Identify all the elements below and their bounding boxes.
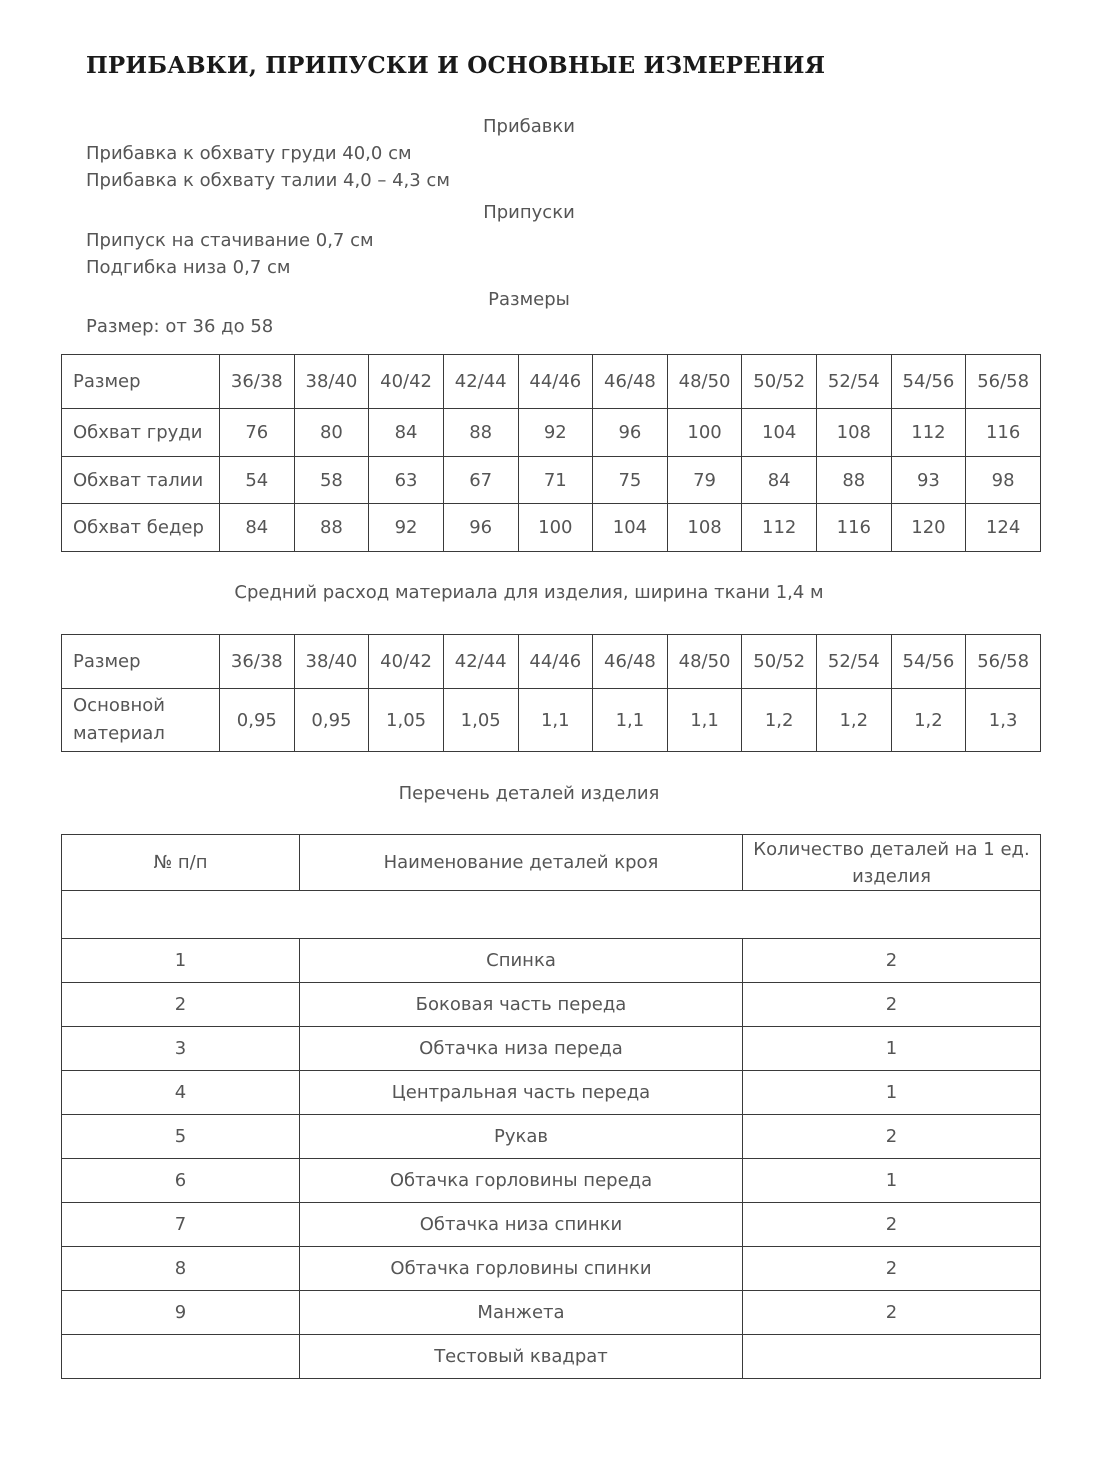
row-name: Боковая часть переда: [300, 983, 743, 1027]
size-header-cell: 36/38: [220, 355, 295, 409]
row-label: Обхват бедер: [62, 504, 220, 552]
row-name: Манжета: [300, 1291, 743, 1335]
row-name: Обтачка горловины переда: [300, 1159, 743, 1203]
row-qty: 1: [743, 1027, 1041, 1071]
allowances-heading: Прибавки: [483, 116, 575, 137]
table-row: [62, 1291, 1041, 1335]
table-row: [62, 1159, 1041, 1203]
column-header-qty-line: изделия: [852, 865, 931, 887]
parts-header-row: [62, 835, 1041, 891]
value-cell: 98: [966, 457, 1041, 504]
value-cell: 88: [443, 409, 518, 457]
size-header-cell: 42/44: [443, 635, 518, 689]
value-cell: 100: [518, 504, 593, 552]
row-qty: 1: [743, 1159, 1041, 1203]
row-num: [62, 1335, 300, 1379]
value-cell: 120: [891, 504, 966, 552]
value-cell: 88: [294, 504, 369, 552]
value-cell: 1,05: [443, 689, 518, 752]
size-header-label: Размер: [62, 355, 220, 409]
size-header-cell: 40/42: [369, 355, 444, 409]
value-cell: 1,1: [593, 689, 668, 752]
sizes-heading: Размеры: [488, 289, 570, 310]
value-cell: 96: [593, 409, 668, 457]
value-cell: 104: [742, 409, 817, 457]
value-cell: 124: [966, 504, 1041, 552]
size-header-cell: 38/40: [294, 635, 369, 689]
consumption-heading: Средний расход материала для изделия, ширина ткани 1,4 м: [234, 582, 824, 603]
main-material-row: [62, 689, 1041, 752]
table-row: [62, 1247, 1041, 1291]
size-header-cell: 36/38: [220, 635, 295, 689]
value-cell: 108: [667, 504, 742, 552]
row-qty: 2: [743, 983, 1041, 1027]
table-row: [62, 983, 1041, 1027]
row-qty: 2: [743, 939, 1041, 983]
value-cell: 80: [294, 409, 369, 457]
column-header-qty: [743, 835, 1041, 891]
value-cell: 112: [891, 409, 966, 457]
size-header-cell: 56/58: [966, 635, 1041, 689]
row-qty: 1: [743, 1071, 1041, 1115]
value-cell: 58: [294, 457, 369, 504]
table-row: [62, 939, 1041, 983]
size-header-cell: 52/54: [817, 355, 892, 409]
value-cell: 84: [742, 457, 817, 504]
value-cell: 67: [443, 457, 518, 504]
row-num: 6: [62, 1159, 300, 1203]
row-num: 1: [62, 939, 300, 983]
value-cell: 54: [220, 457, 295, 504]
column-header-qty-line: Количество деталей на 1 ед.: [753, 838, 1030, 860]
allowance-line: Прибавка к обхвату груди 40,0 см: [86, 143, 412, 164]
size-range-line: Размер: от 36 до 58: [86, 316, 274, 337]
size-header-cell: 48/50: [667, 635, 742, 689]
measurements-header-row: [62, 355, 1041, 409]
value-cell: 93: [891, 457, 966, 504]
row-label-line: Основной: [73, 695, 165, 716]
table-row: [62, 1203, 1041, 1247]
size-header-cell: 52/54: [817, 635, 892, 689]
seam-allowance-line: Припуск на стачивание 0,7 см: [86, 230, 374, 251]
table-row: [62, 1335, 1041, 1379]
size-header-cell: 50/52: [742, 635, 817, 689]
row-name: Центральная часть переда: [300, 1071, 743, 1115]
row-label: Обхват груди: [62, 409, 220, 457]
chest-row: [62, 409, 1041, 457]
row-num: 3: [62, 1027, 300, 1071]
size-header-cell: 46/48: [593, 355, 668, 409]
size-header-cell: 44/46: [518, 355, 593, 409]
hips-row: [62, 504, 1041, 552]
consumption-header-row: [62, 635, 1041, 689]
value-cell: 84: [220, 504, 295, 552]
row-qty: [743, 1335, 1041, 1379]
value-cell: 71: [518, 457, 593, 504]
empty-row: [62, 891, 1041, 939]
allowance-line: Прибавка к обхвату талии 4,0 – 4,3 см: [86, 170, 450, 191]
value-cell: 104: [593, 504, 668, 552]
table-row: [62, 1115, 1041, 1159]
value-cell: 0,95: [220, 689, 295, 752]
row-qty: 2: [743, 1115, 1041, 1159]
value-cell: 88: [817, 457, 892, 504]
value-cell: 76: [220, 409, 295, 457]
row-num: 8: [62, 1247, 300, 1291]
value-cell: 1,3: [966, 689, 1041, 752]
value-cell: 100: [667, 409, 742, 457]
size-header-label: Размер: [62, 635, 220, 689]
row-name: Обтачка горловины спинки: [300, 1247, 743, 1291]
seam-allowances-heading: Припуски: [483, 202, 575, 223]
row-label: Обхват талии: [62, 457, 220, 504]
row-qty: 2: [743, 1247, 1041, 1291]
size-header-cell: 50/52: [742, 355, 817, 409]
size-header-cell: 48/50: [667, 355, 742, 409]
value-cell: 108: [817, 409, 892, 457]
row-num: 2: [62, 983, 300, 1027]
value-cell: 116: [966, 409, 1041, 457]
table-row: [62, 1027, 1041, 1071]
value-cell: 75: [593, 457, 668, 504]
size-header-cell: 56/58: [966, 355, 1041, 409]
row-num: 4: [62, 1071, 300, 1115]
column-header-name: Наименование деталей кроя: [300, 835, 743, 891]
parts-table: [61, 834, 1041, 1379]
value-cell: 63: [369, 457, 444, 504]
column-header-num: № п/п: [62, 835, 300, 891]
size-header-cell: 46/48: [593, 635, 668, 689]
value-cell: 0,95: [294, 689, 369, 752]
empty-cell: [62, 891, 1041, 939]
value-cell: 1,1: [667, 689, 742, 752]
value-cell: 116: [817, 504, 892, 552]
parts-heading: Перечень деталей изделия: [398, 783, 660, 804]
waist-row: [62, 457, 1041, 504]
size-header-cell: 54/56: [891, 635, 966, 689]
value-cell: 1,2: [817, 689, 892, 752]
row-label-line: материал: [73, 723, 165, 744]
row-qty: 2: [743, 1203, 1041, 1247]
value-cell: 112: [742, 504, 817, 552]
row-label: [62, 689, 220, 752]
value-cell: 1,05: [369, 689, 444, 752]
consumption-table: [61, 634, 1041, 752]
measurements-table: [61, 354, 1041, 552]
value-cell: 1,2: [742, 689, 817, 752]
size-header-cell: 40/42: [369, 635, 444, 689]
value-cell: 79: [667, 457, 742, 504]
value-cell: 1,2: [891, 689, 966, 752]
row-name: Рукав: [300, 1115, 743, 1159]
value-cell: 92: [518, 409, 593, 457]
row-num: 7: [62, 1203, 300, 1247]
row-name: Спинка: [300, 939, 743, 983]
value-cell: 84: [369, 409, 444, 457]
row-qty: 2: [743, 1291, 1041, 1335]
row-name: Обтачка низа спинки: [300, 1203, 743, 1247]
row-num: 5: [62, 1115, 300, 1159]
row-name: Обтачка низа переда: [300, 1027, 743, 1071]
size-header-cell: 54/56: [891, 355, 966, 409]
size-header-cell: 38/40: [294, 355, 369, 409]
value-cell: 92: [369, 504, 444, 552]
row-num: 9: [62, 1291, 300, 1335]
size-header-cell: 44/46: [518, 635, 593, 689]
table-row: [62, 1071, 1041, 1115]
page-title: ПРИБАВКИ, ПРИПУСКИ И ОСНОВНЫЕ ИЗМЕРЕНИЯ: [86, 52, 826, 79]
size-header-cell: 42/44: [443, 355, 518, 409]
seam-allowance-line: Подгибка низа 0,7 см: [86, 257, 291, 278]
value-cell: 96: [443, 504, 518, 552]
row-name: Тестовый квадрат: [300, 1335, 743, 1379]
value-cell: 1,1: [518, 689, 593, 752]
